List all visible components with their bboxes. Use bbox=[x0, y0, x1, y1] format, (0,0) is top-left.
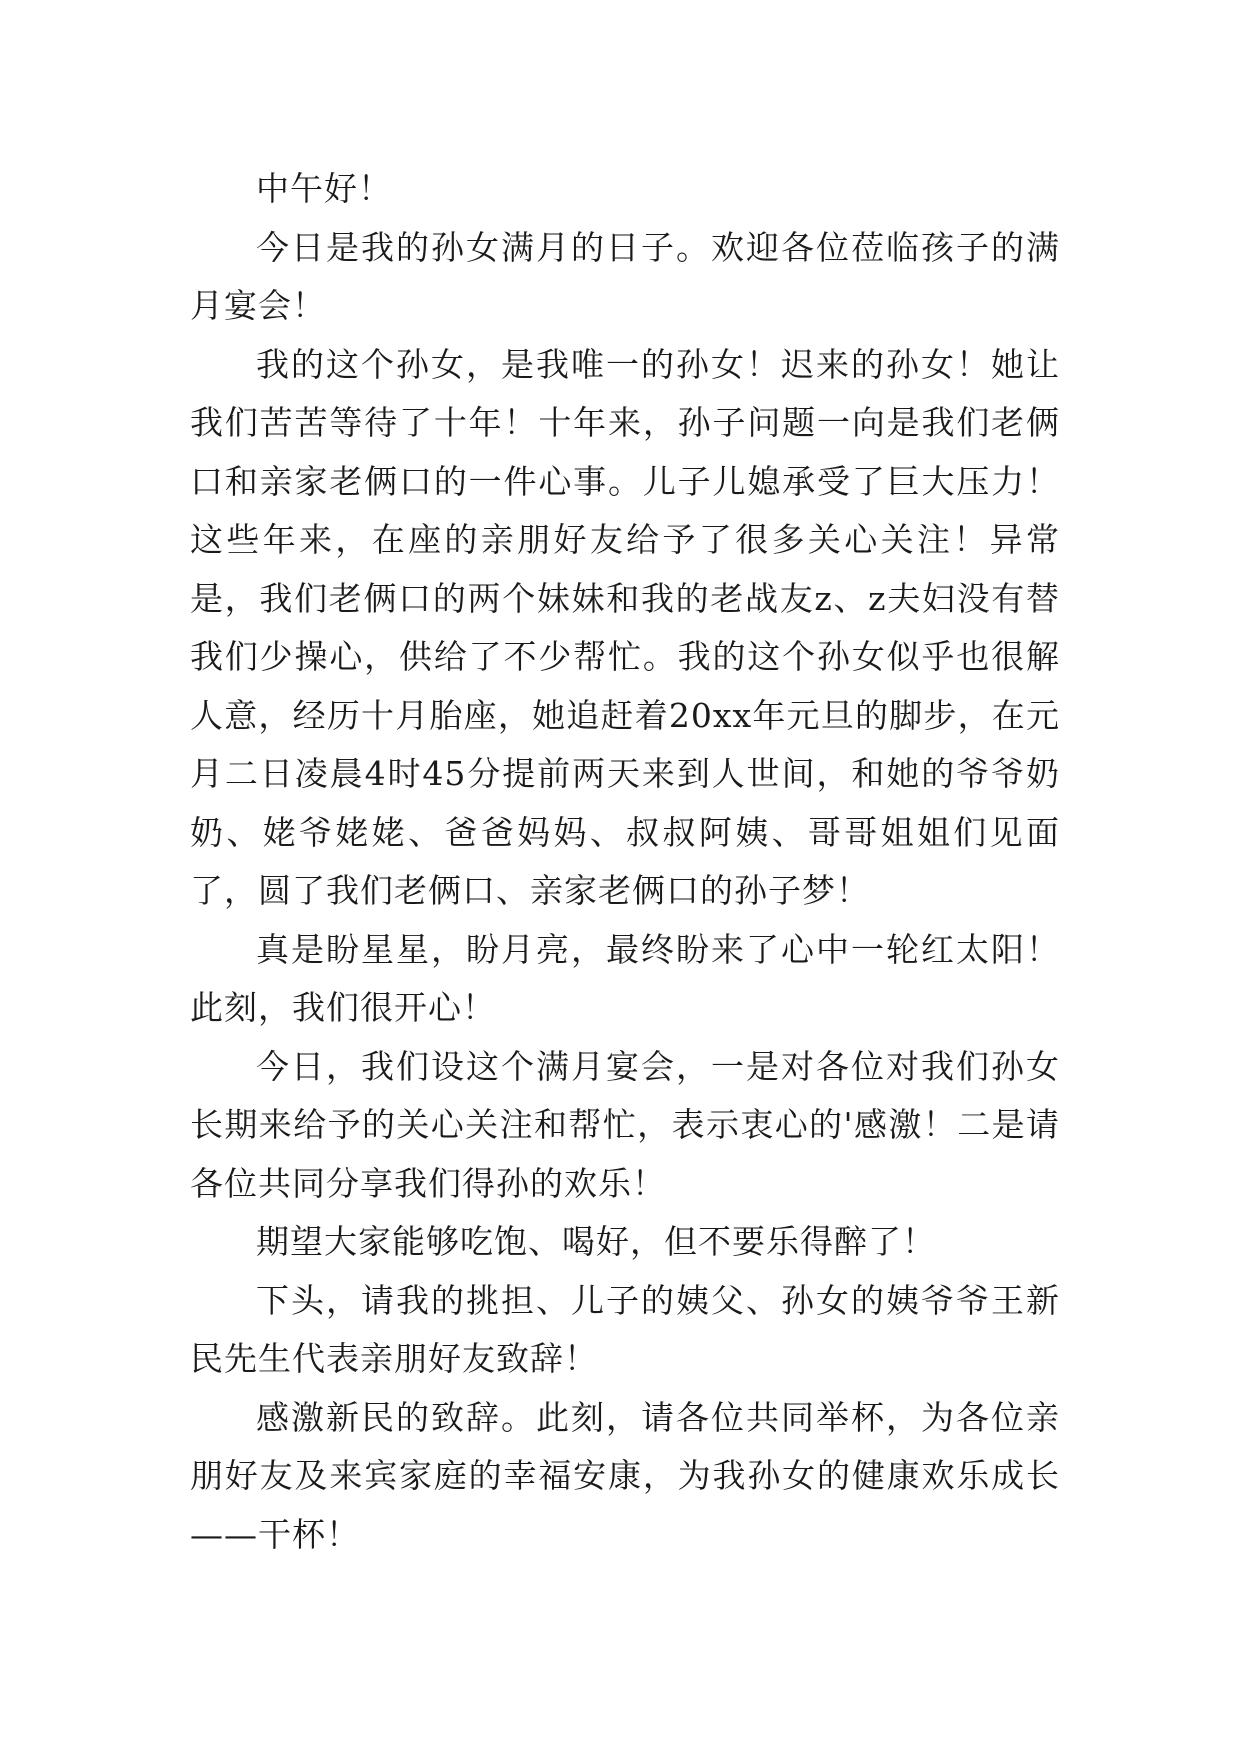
paragraph-welcome: 今日是我的孙女满月的日子。欢迎各位莅临孩子的满月宴会！ bbox=[190, 227, 1060, 325]
paragraph-enjoy: 期望大家能够吃饱、喝好，但不要乐得醉了！ bbox=[256, 1222, 936, 1261]
paragraph-invite-speech: 下头，请我的挑担、儿子的姨父、孙女的姨爷爷王新民先生代表亲朋好友致辞！ bbox=[190, 1280, 1060, 1378]
paragraph-greeting: 中午好！ bbox=[256, 169, 392, 208]
document-body bbox=[190, 160, 1060, 1564]
paragraph-granddaughter-story: 我的这个孙女，是我唯一的孙女！迟来的孙女！她让我们苦苦等待了十年！十年来，孙子问题一向是我们老俩口和亲家老俩口的一件心事。儿子儿媳承受了巨大压力！这些年来，在座的亲朋好友给予了很多关心关注！异常是，我们老俩口的两个妹妹和我的老战友z、z夫妇没有替我们少操心，供给了不少帮忙。我的这个孙女似乎也很解人意，经历十月胎座，她追赶着20xx年元旦的脚步，在元月二日凌晨4时45分提前两天来到人世间，和她的爷爷奶奶、姥爷姥姥、爸爸妈妈、叔叔阿姨、哥哥姐姐们见面了，圆了我们老俩口、亲家老俩口的孙子梦！ bbox=[190, 344, 1060, 910]
paragraph-toast: 感激新民的致辞。此刻，请各位共同举杯，为各位亲朋好友及来宾家庭的幸福安康，为我孙女的健康欢乐成长——干杯！ bbox=[190, 1397, 1060, 1554]
paragraph-happiness: 真是盼星星，盼月亮，最终盼来了心中一轮红太阳！此刻，我们很开心！ bbox=[190, 929, 1060, 1027]
paragraph-thanks: 今日，我们设这个满月宴会，一是对各位对我们孙女长期来给予的关心关注和帮忙，表示衷心的'感激！二是请各位共同分享我们得孙的欢乐！ bbox=[190, 1046, 1060, 1203]
